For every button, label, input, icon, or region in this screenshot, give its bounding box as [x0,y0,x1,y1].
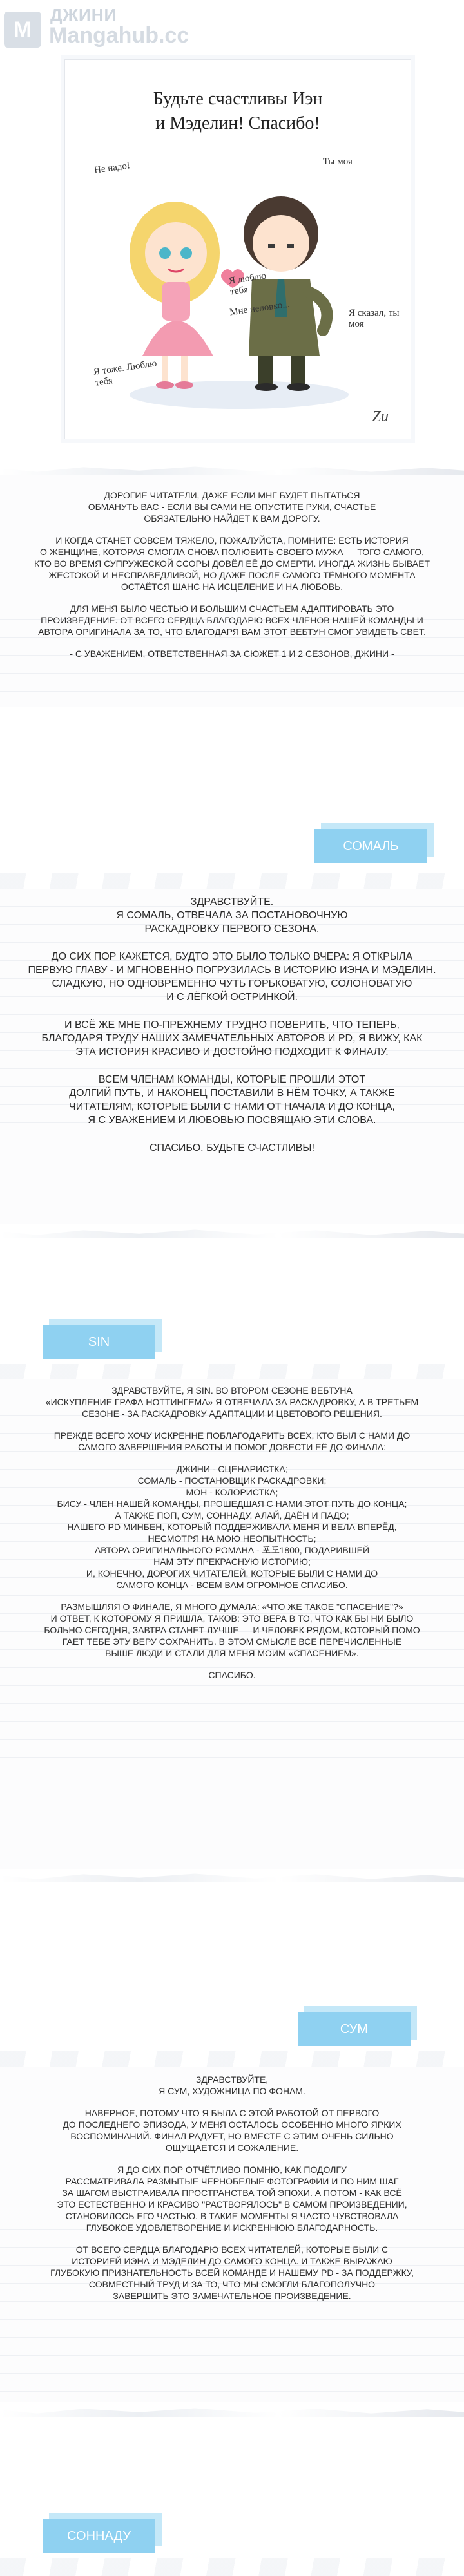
intro-paragraph: ДЛЯ МЕНЯ БЫЛО ЧЕСТЬЮ И БОЛЬШИМ СЧАСТЬЕМ АДАПТИРОВАТЬ ЭТО ПРОИЗВЕДЕНИЕ. ОТ ВСЕГО СЕРДЦА БЛАГОДАРЮ ВСЕХ ЧЛЕНОВ НАШЕЙ КОМАНДЫ И АВТОРА ОРИГИНАЛА ЗА ТО, ЧТО БЛАГОДАРЯ ВАМ ЭТОТ ВЕБТУН СМОГ УВИДЕТЬ СВЕТ. [38,603,426,637]
somal-text [26,895,438,1169]
paper-edge [0,2558,464,2576]
paper-edge [0,2051,464,2069]
tag-somal: СОМАЛЬ [314,829,427,863]
paper-edge [0,464,464,475]
bubble-mid1: Я люблю тебя [228,270,267,298]
site-name[interactable]: Mangahub.cc [49,23,189,48]
paper-edge [0,1227,464,1238]
intro-signoff: - С УВАЖЕНИЕМ, ОТВЕТСТВЕННАЯ ЗА СЮЖЕТ 1 И 2 СЕЗОНОВ, ДЖИНИ - [70,649,394,659]
sin-paragraph: ЗДРАВСТВУЙТЕ, Я SIN. ВО ВТОРОМ СЕЗОНЕ ВЕБТУНА «ИСКУПЛЕНИЕ ГРАФА НОТТИНГЕМА» Я ОТВЕЧАЛА ЗА РАСКАДРОВКУ, А В ТРЕТЬЕМ СЕЗОНЕ - ЗА РАСКАДРОВКУ АДАПТАЦИИ И ЦВЕТОВОГО РЕШЕНИЯ. [45,1385,419,1419]
artist-signature: Zu [372,408,389,425]
sin-paragraph: ПРЕЖДЕ ВСЕГО ХОЧУ ИСКРЕННЕ ПОБЛАГОДАРИТЬ ВСЕХ, КТО БЫЛ С НАМИ ДО САМОГО ЗАВЕРШЕНИЯ РАБОТЫ И ПОМОГ ДОВЕСТИ ЕЁ ДО ФИНАЛА: [53,1430,411,1452]
bubble-right-top: Ты моя [323,156,353,167]
paper-edge [0,2405,464,2417]
sin-paragraph: ДЖИНИ - СЦЕНАРИСТКА; СОМАЛЬ - ПОСТАНОВЩИК РАСКАДРОВКИ; МОН - КОЛОРИСТКА; БИСУ - ЧЛЕН НАШЕЙ КОМАНДЫ, ПРОШЕДШАЯ С НАМИ ЭТОТ ПУТЬ ДО КОНЦА; А ТАКЖЕ ПОП, СУМ, СОННАДУ, АЛАЙ, ДАЁН И ПАДО; НАШЕГО PD МИНБЕН, КОТОРЫЙ ПОДДЕРЖИВАЛА МЕНЯ И ВЕЛА ВПЕРЁД, НЕСМОТРЯ НА МОЮ НЕОПЫТНОСТЬ; АВТОРА ОРИГИНАЛЬНОГО РОМАНА - 포도1800, ПОДАРИВШЕЙ НАМ ЭТУ ПРЕКРАСНУЮ ИСТОРИЮ; И, КОНЕЧНО, ДОРОГИХ ЧИТАТЕЛЕЙ, КОТОРЫЕ БЫЛИ С НАМИ ДО САМОГО КОНЦА - ВСЕМ ВАМ ОГРОМНОЕ СПАСИБО. [57,1464,407,1590]
intro-paragraph: И КОГДА СТАНЕТ СОВСЕМ ТЯЖЕЛО, ПОЖАЛУЙСТА, ПОМНИТЕ: ЕСТЬ ИСТОРИЯ О ЖЕНЩИНЕ, КОТОРАЯ СМОГЛА СНОВА ПОЛЮБИТЬ СВОЕГО МУЖА — ТОГО САМОГО, КТО ВО ВРЕМЯ СУПРУЖЕСКОЙ ССОРЫ ДОВЁЛ ЕЁ ДО СМЕРТИ. ИНОГДА ЖИЗНЬ БЫВАЕТ ЖЕСТОКОЙ И НЕСПРАВЕДЛИВОЙ, НО ДАЖЕ ПОСЛЕ САМОГО ТЁМНОГО МОМЕНТА ОСТАЁТСЯ ШАНС НА ИСЦЕЛЕНИЕ И НА ЛЮБОВЬ. [34,535,430,592]
bubble-right-bottom: Я сказал, ты моя [349,308,400,329]
paper-edge [0,1871,464,1882]
bubble-left-top: Не надо! [93,160,131,176]
sum-paragraph: ЗДРАВСТВУЙТЕ, Я СУМ, ХУДОЖНИЦА ПО ФОНАМ. [159,2074,305,2096]
logo-icon: M [4,12,41,48]
sum-paragraph: ОТ ВСЕГО СЕРДЦА БЛАГОДАРЮ ВСЕХ ЧИТАТЕЛЕЙ, КОТОРЫЕ БЫЛИ С ИСТОРИЕЙ ИЭНА И МЭДЕЛИН ДО САМОГО КОНЦА. И ТАКЖЕ ВЫРАЖАЮ ГЛУБОКУЮ ПРИЗНАТЕЛЬНОСТЬ ВСЕЙ КОМАНДЕ И НАШЕМУ PD - ЗА ПОДДЕРЖКУ, СОВМЕСТНЫЙ ТРУД И ЗА ТО, ЧТО МЫ СМОГЛИ БЛАГОПОЛУЧНО ЗАВЕРШИТЬ ЭТО ЗАМЕЧАТЕЛЬНОЕ ПРОИЗВЕДЕНИЕ. [50,2244,414,2301]
sin-text [26,1385,438,1691]
intro-paragraph: ДОРОГИЕ ЧИТАТЕЛИ, ДАЖЕ ЕСЛИ МНГ БУДЕТ ПЫТАТЬСЯ ОБМАНУТЬ ВАС - ЕСЛИ ВЫ САМИ НЕ ОПУСТИТЕ РУКИ, СЧАСТЬЕ ОБЯЗАТЕЛЬНО НАЙДЕТ К ВАМ ДОРОГУ. [88,490,376,524]
somal-paragraph: И ВСЁ ЖЕ МНЕ ПО-ПРЕЖНЕМУ ТРУДНО ПОВЕРИТЬ, ЧТО ТЕПЕРЬ, БЛАГОДАРЯ ТРУДУ НАШИХ ЗАМЕЧАТЕЛЬНЫХ АВТОРОВ И PD, Я ВИЖУ, КАК ЭТА ИСТОРИЯ КРАСИВО И ДОСТОЙНО ПОДХОДИТ К ФИНАЛУ. [41,1019,423,1057]
somal-paragraph: ДО СИХ ПОР КАЖЕТСЯ, БУДТО ЭТО БЫЛО ТОЛЬКО ВЧЕРА: Я ОТКРЫЛА ПЕРВУЮ ГЛАВУ - И МГНОВЕННО ПОГРУЗИЛАСЬ В ИСТОРИЮ ИЭНА И МЭДЕЛИН. СЛАДКУЮ, НО ОДНОВРЕМЕННО ЧУТЬ ГОРЬКОВАТУЮ, СОЛОНОВАТУЮ И С ЛЁГКОЙ ОСТРИНКОЙ. [28,951,436,1003]
paper-edge [0,873,464,891]
bubble-left-bottom: Я тоже. Люблю тебя [93,358,158,388]
tag-sin: SIN [43,1325,155,1359]
illustration-title-line1: Будьте счастливы Иэн [153,89,323,109]
brand-upper-text: ДЖИНИ [50,5,117,24]
illustration-title-line2: и Мэделин! Спасибо! [155,113,320,133]
sum-paragraph: Я ДО СИХ ПОР ОТЧЁТЛИВО ПОМНЮ, КАК ПОДОЛГУ РАССМАТРИВАЛА РАЗМЫТЫЕ ЧЕРНОБЕЛЫЕ ФОТОГРАФИИ И ПО НИМ ШАГ ЗА ШАГОМ ВЫСТРАИВАЛА ПРОСТРАНСТВА ТОЙ ЭПОХИ. А ПОТОМ - КАК ВСЁ ЭТО ЕСТЕСТВЕННО И КРАСИВО "РАСТВОРЯЛОСЬ" В САМОМ ПРОИЗВЕДЕНИИ, СТАНОВИЛОСЬ ЕГО ЧАСТЬЮ. В ТАКИЕ МОМЕНТЫ Я ЧАСТО ЧУВСТВОВАЛА ГЛУБОКОЕ УДОВЛЕТВОРЕНИЕ И ИСКРЕННЮЮ БЛАГОДАРНОСТЬ. [57,2164,407,2233]
somal-paragraph: СПАСИБО. БУДЬТЕ СЧАСТЛИВЫ! [149,1142,315,1153]
sin-paragraph: РАЗМЫШЛЯЯ О ФИНАЛЕ, Я МНОГО ДУМАЛА: «ЧТО ЖЕ ТАКОЕ "СПАСЕНИЕ"?» И ОТВЕТ, К КОТОРОМУ Я ПРИШЛА, ТАКОВ: ЭТО ВЕРА В ТО, ЧТО КАК БЫ НИ БЫЛО БОЛЬНО СЕГОДНЯ, ЗАВТРА СТАНЕТ ЛУЧШЕ — И ЧЕЛОВЕК РЯДОМ, КОТОРЫЙ ПОМО ГАЕТ ТЕБЕ ЭТУ ВЕРУ СОХРАНИТЬ. В ЭТОМ СМЫСЛЕ ВСЕ ПЕРЕЧИСЛЕННЫЕ ВЫШЕ ЛЮДИ И СТАЛИ ДЛЯ МЕНЯ МОИМ «СПАСЕНИЕМ». [44,1602,420,1658]
site-brand[interactable] [4,5,197,50]
somal-paragraph: ВСЕМ ЧЛЕНАМ КОМАНДЫ, КОТОРЫЕ ПРОШЛИ ЭТОТ ДОЛГИЙ ПУТЬ, И НАКОНЕЦ ПОСТАВИЛИ В НЁМ ТОЧКУ, А ТАКЖЕ ЧИТАТЕЛЯМ, КОТОРЫЕ БЫЛИ С НАМИ ОТ НАЧАЛА И ДО КОНЦА, Я С УВАЖЕНИЕМ И ЛЮБОВЬЮ ПОСВЯЩАЮ ЭТИ СЛОВА. [69,1074,395,1126]
sum-paragraph: НАВЕРНОЕ, ПОТОМУ ЧТО Я БЫЛА С ЭТОЙ РАБОТОЙ ОТ ПЕРВОГО ДО ПОСЛЕДНЕГО ЭПИЗОДА, У МЕНЯ ОСТАЛОСЬ ОСОБЕННО МНОГО ЯРКИХ ВОСПОМИНАНИЙ. ФИНАЛ РАДУЕТ, НО ВМЕСТЕ С ЭТИМ ОЧЕНЬ СИЛЬНО ОЩУЩАЕТСЯ И СОЖАЛЕНИЕ. [63,2108,401,2153]
illustration-card [64,59,411,439]
sum-text [26,2074,438,2312]
intro-text [26,489,438,670]
somal-paragraph: ЗДРАВСТВУЙТЕ. Я СОМАЛЬ, ОТВЕЧАЛА ЗА ПОСТАНОВОЧНУЮ РАСКАДРОВКУ ПЕРВОГО СЕЗОНА. [116,896,348,934]
bubble-mid2: Мне неловко... [229,299,291,318]
sin-paragraph: СПАСИБО. [208,1670,256,1680]
tag-sum: СУМ [298,2012,411,2046]
tag-sonnadu: СОННАДУ [43,2519,155,2553]
